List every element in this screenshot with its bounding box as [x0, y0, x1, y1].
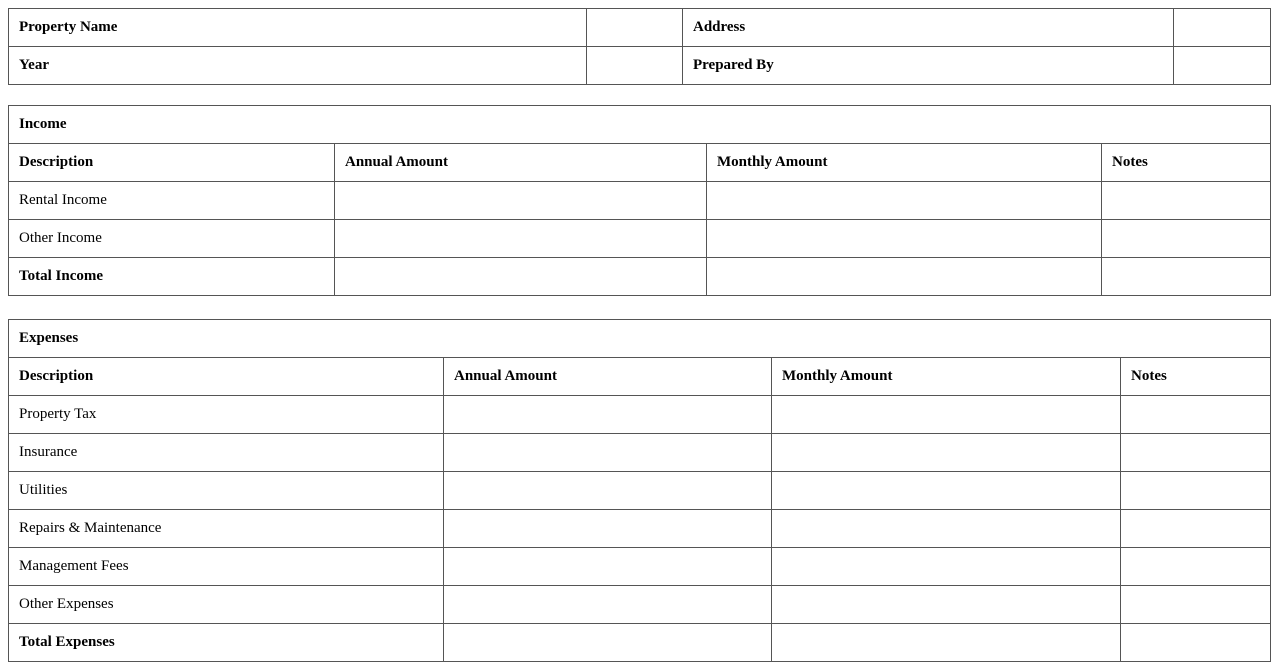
annual-amount-cell[interactable]: [335, 182, 707, 220]
prepared-by-field[interactable]: [1174, 47, 1271, 85]
row-description: Other Income: [9, 220, 335, 258]
annual-amount-cell[interactable]: [444, 586, 772, 624]
table-row: [9, 472, 1271, 510]
year-field[interactable]: [587, 47, 683, 85]
monthly-amount-cell[interactable]: [772, 396, 1121, 434]
monthly-amount-cell[interactable]: [772, 586, 1121, 624]
table-row: [9, 434, 1271, 472]
monthly-amount-cell[interactable]: [707, 220, 1102, 258]
property-info-table: [8, 8, 1271, 85]
column-header: Monthly Amount: [772, 358, 1121, 396]
notes-cell[interactable]: [1102, 258, 1271, 296]
row-description: Insurance: [9, 434, 444, 472]
table-row: [9, 182, 1271, 220]
income-section-title: Income: [9, 106, 1271, 144]
table-header-row: [9, 358, 1271, 396]
notes-cell[interactable]: [1102, 220, 1271, 258]
monthly-amount-cell[interactable]: [772, 624, 1121, 662]
row-description: Total Expenses: [9, 624, 444, 662]
table-row: [9, 258, 1271, 296]
column-header: Annual Amount: [444, 358, 772, 396]
row-description: Repairs & Maintenance: [9, 510, 444, 548]
property-name-label: Property Name: [9, 9, 587, 47]
table-row: [9, 47, 1271, 85]
column-header: Notes: [1121, 358, 1271, 396]
property-name-field[interactable]: [587, 9, 683, 47]
expenses-section-title: Expenses: [9, 320, 1271, 358]
monthly-amount-cell[interactable]: [707, 182, 1102, 220]
annual-amount-cell[interactable]: [444, 396, 772, 434]
row-description: Management Fees: [9, 548, 444, 586]
annual-amount-cell[interactable]: [335, 258, 707, 296]
monthly-amount-cell[interactable]: [772, 548, 1121, 586]
expenses-table: [8, 319, 1271, 662]
notes-cell[interactable]: [1121, 510, 1271, 548]
table-row: [9, 586, 1271, 624]
address-field[interactable]: [1174, 9, 1271, 47]
table-row: [9, 396, 1271, 434]
monthly-amount-cell[interactable]: [772, 472, 1121, 510]
row-description: Total Income: [9, 258, 335, 296]
table-row: [9, 624, 1271, 662]
row-description: Property Tax: [9, 396, 444, 434]
table-row: [9, 9, 1271, 47]
table-row: [9, 220, 1271, 258]
monthly-amount-cell[interactable]: [772, 510, 1121, 548]
table-row: [9, 548, 1271, 586]
row-description: Rental Income: [9, 182, 335, 220]
row-description: Utilities: [9, 472, 444, 510]
year-label: Year: [9, 47, 587, 85]
column-header: Notes: [1102, 144, 1271, 182]
column-header: Annual Amount: [335, 144, 707, 182]
notes-cell[interactable]: [1121, 586, 1271, 624]
table-row: [9, 510, 1271, 548]
table-header-row: [9, 144, 1271, 182]
prepared-by-label: Prepared By: [683, 47, 1174, 85]
annual-amount-cell[interactable]: [444, 472, 772, 510]
annual-amount-cell[interactable]: [444, 548, 772, 586]
notes-cell[interactable]: [1121, 472, 1271, 510]
annual-amount-cell[interactable]: [444, 510, 772, 548]
annual-amount-cell[interactable]: [444, 624, 772, 662]
column-header: Description: [9, 144, 335, 182]
table-row: [9, 320, 1271, 358]
notes-cell[interactable]: [1121, 396, 1271, 434]
notes-cell[interactable]: [1102, 182, 1271, 220]
column-header: Monthly Amount: [707, 144, 1102, 182]
annual-amount-cell[interactable]: [335, 220, 707, 258]
table-row: [9, 106, 1271, 144]
notes-cell[interactable]: [1121, 434, 1271, 472]
notes-cell[interactable]: [1121, 624, 1271, 662]
monthly-amount-cell[interactable]: [772, 434, 1121, 472]
notes-cell[interactable]: [1121, 548, 1271, 586]
address-label: Address: [683, 9, 1174, 47]
income-table: [8, 105, 1271, 296]
column-header: Description: [9, 358, 444, 396]
row-description: Other Expenses: [9, 586, 444, 624]
annual-amount-cell[interactable]: [444, 434, 772, 472]
monthly-amount-cell[interactable]: [707, 258, 1102, 296]
